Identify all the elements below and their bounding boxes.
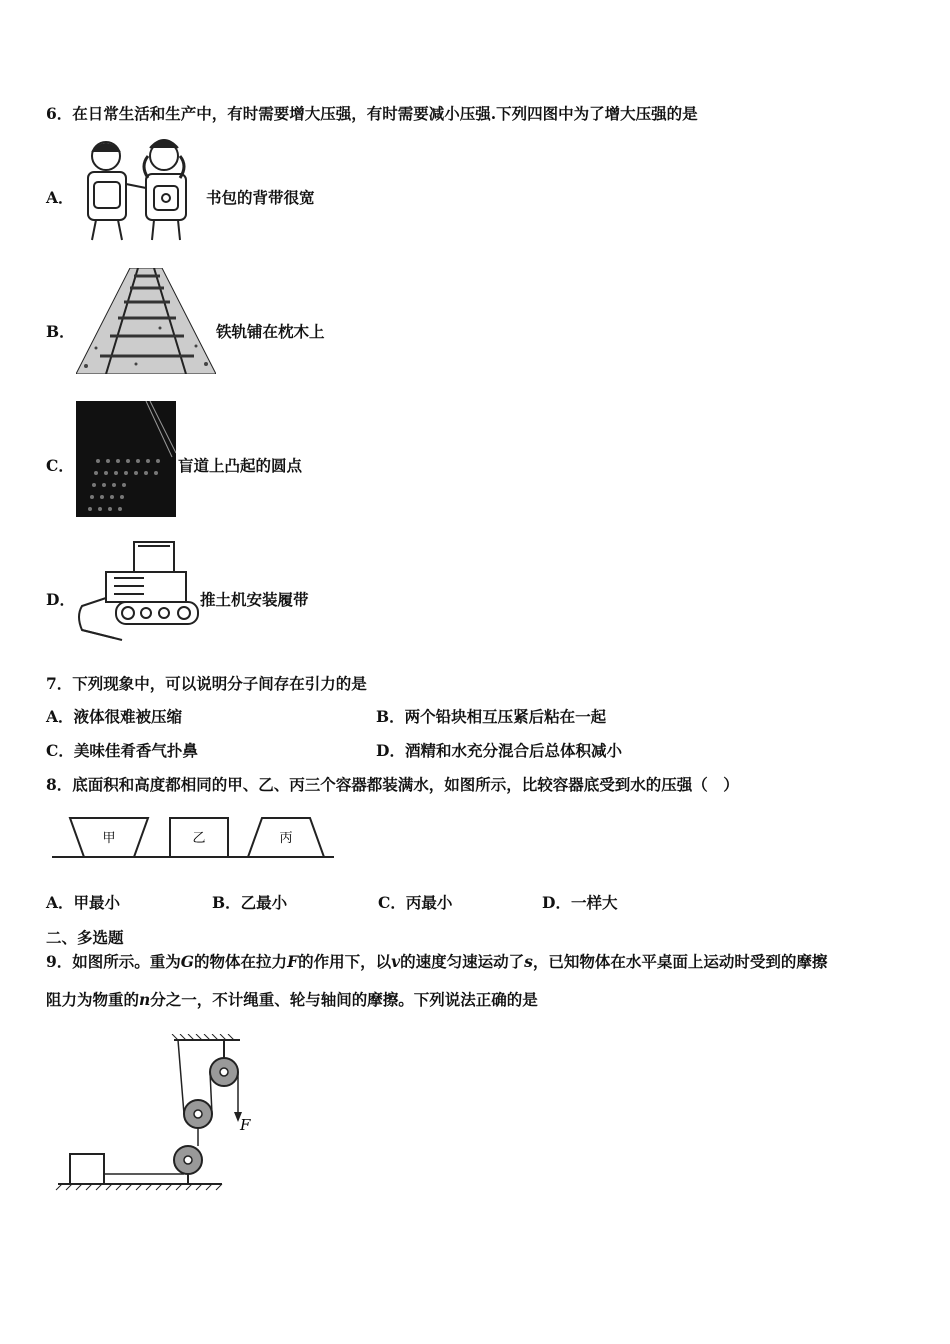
q8-option-a: A．甲最小 <box>46 893 121 912</box>
q7-stem: 7．下列现象中，可以说明分子间存在引力的是 <box>46 674 367 693</box>
tactile-paving-image <box>76 401 176 517</box>
q6-option-a-caption: 书包的背带很宽 <box>206 188 315 207</box>
var-v: v <box>391 952 401 971</box>
pulley-system-diagram <box>54 1034 264 1194</box>
container-label-jia: 甲 <box>102 831 116 846</box>
var-g: G <box>180 952 195 971</box>
q9-stem-line2: 阻力为物重的n分之一，不计绳重、轮与轴间的摩擦。下列说法正确的是 <box>46 990 538 1009</box>
q6-option-d-letter: D． <box>46 590 75 609</box>
q9-stem-line1: 9．如图所示。重为G的物体在拉力F的作用下，以v的速度匀速运动了s，已知物体在水平桌面上运动时受到的摩擦 <box>46 952 828 971</box>
q6-option-c-letter: C． <box>46 456 74 475</box>
q8-option-c: C．丙最小 <box>378 893 453 912</box>
q7-option-c: C．美味佳肴香气扑鼻 <box>46 741 198 760</box>
backpack-children-image <box>76 134 206 242</box>
q8-option-b: B．乙最小 <box>212 893 288 912</box>
bulldozer-image <box>76 538 200 642</box>
q6-option-b-caption: 铁轨铺在枕木上 <box>216 322 325 341</box>
var-n: n <box>139 990 151 1009</box>
q6-stem: 6．在日常生活和生产中，有时需要增大压强，有时需要减小压强.下列四图中为了增大压强的是 <box>46 104 698 123</box>
q6-option-d-caption: 推土机安装履带 <box>200 590 309 609</box>
var-f: F <box>287 952 299 971</box>
q7-option-a: A．液体很难被压缩 <box>46 707 183 726</box>
container-label-yi: 乙 <box>192 831 206 846</box>
q8-option-d: D．一样大 <box>542 893 618 912</box>
q6-option-a-letter: A． <box>46 188 74 207</box>
container-label-bing: 丙 <box>279 831 293 846</box>
q6-option-b-letter: B． <box>46 322 75 341</box>
q7-option-d: D．酒精和水充分混合后总体积减小 <box>376 741 622 760</box>
railway-track-image <box>76 268 216 374</box>
var-s: s <box>524 952 533 971</box>
force-label: F <box>240 1116 251 1134</box>
q8-stem: 8．底面积和高度都相同的甲、乙、丙三个容器都装满水，如图所示，比较容器底受到水的压强（ ） <box>46 775 739 794</box>
section-heading: 二、多选题 <box>46 928 124 947</box>
q6-option-c-caption: 盲道上凸起的圆点 <box>178 456 303 475</box>
containers-diagram <box>50 812 340 864</box>
q7-option-b: B．两个铅块相互压紧后粘在一起 <box>376 707 607 726</box>
